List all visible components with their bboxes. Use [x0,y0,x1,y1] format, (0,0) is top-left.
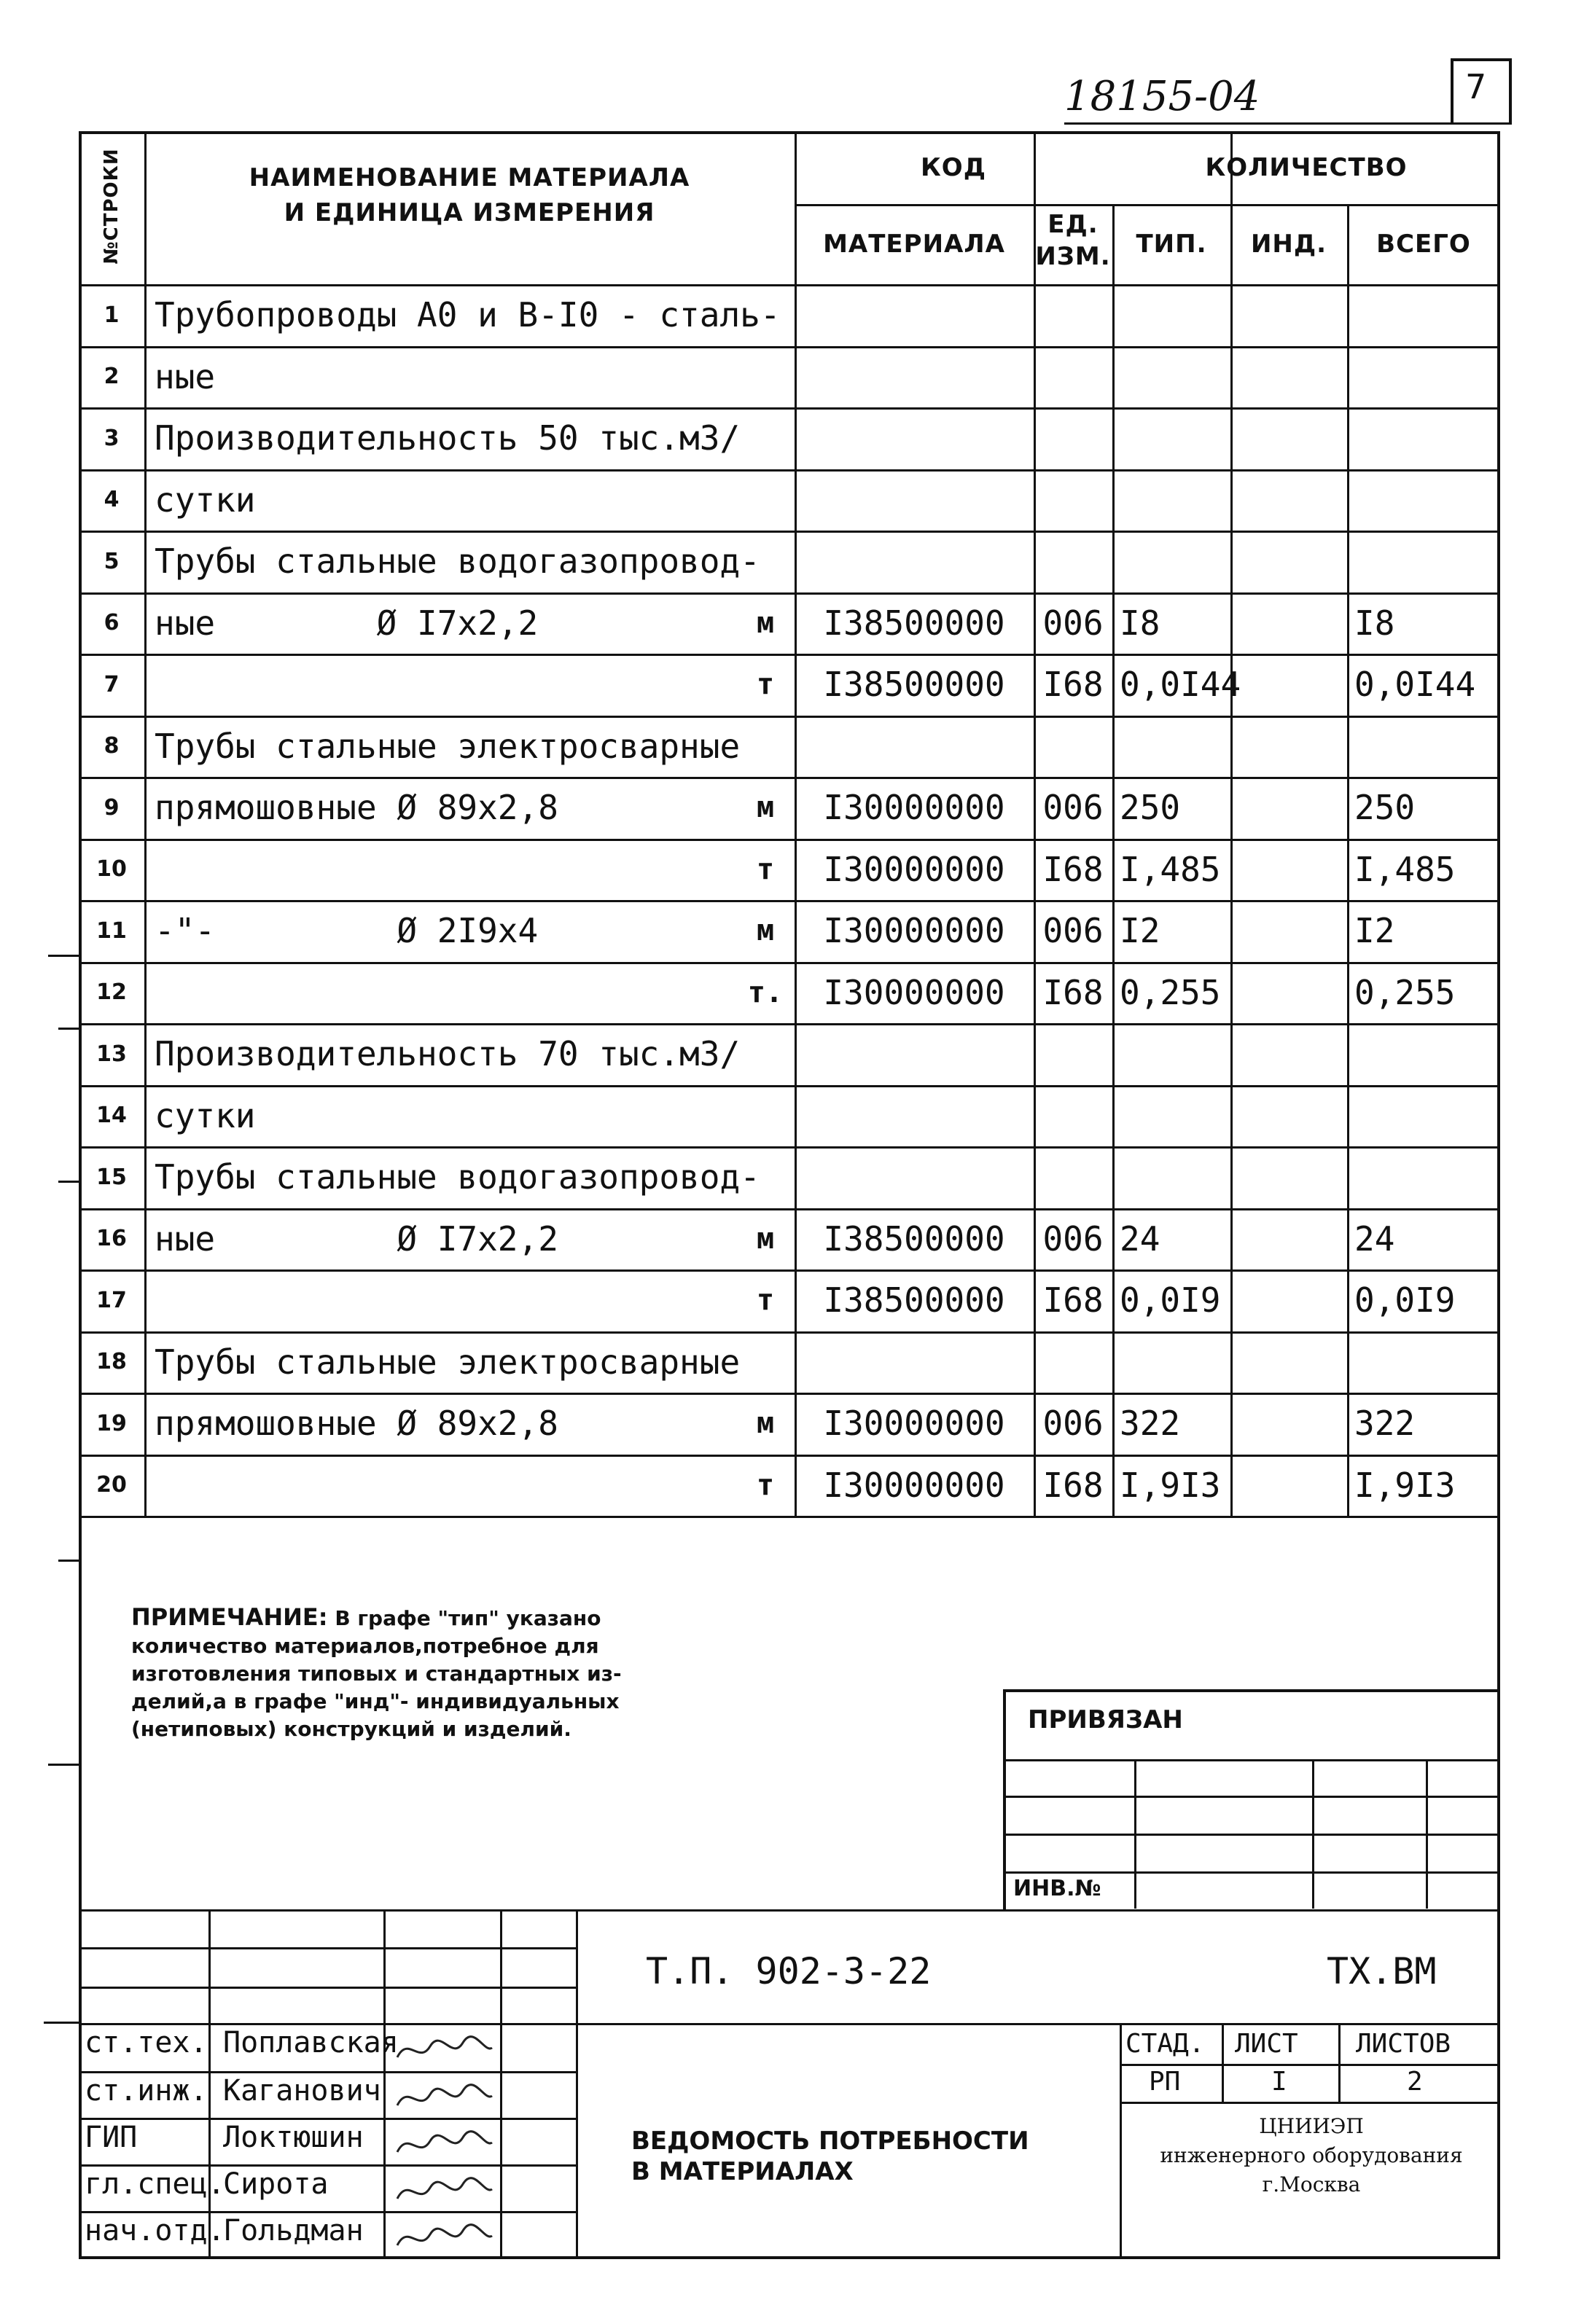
row-number: 13 [96,1041,127,1067]
measure-code [1034,469,1112,531]
material-code [795,407,1034,469]
qty-ind-value [1230,900,1354,962]
materials-table [79,131,1500,1516]
qty-total-value: 250 [1354,788,1416,828]
unit-of-measure: м [756,606,775,640]
qty-ind-value [1230,1085,1354,1147]
stage-label: СТАД. [1125,2029,1205,2059]
measure-code: 006 [1042,1218,1104,1259]
qty-total-value: 322 [1354,1404,1416,1444]
qty-ind-value [1230,1393,1354,1455]
qty-ind-value [1230,469,1354,531]
staff-name: Каганович [223,2074,381,2108]
qty-type-value [1112,1146,1238,1208]
material-code: I38500000 [823,1280,1005,1321]
qty-type-value [1112,346,1238,408]
staff-name: Поплавская [223,2026,399,2059]
qty-ind-value [1230,839,1354,901]
material-name [144,654,746,716]
privyazan-col-2 [1312,1759,1314,1909]
material-name: Трубы стальные водогазопровод- [155,541,760,582]
tb-row-5 [79,2118,576,2120]
measure-code [1034,1331,1112,1393]
note-title: ПРИМЕЧАНИЕ: [131,1603,328,1631]
margin-tick-5 [48,1764,79,1766]
qty-type-value: 0,0I44 [1120,665,1241,705]
material-code [795,1023,1034,1085]
measure-code: I68 [1042,972,1104,1012]
unit-of-measure [736,284,795,346]
tb-row-1 [79,1947,576,1949]
note-block [131,1603,787,1743]
material-code [795,469,1034,531]
measure-code: 006 [1042,788,1104,828]
qty-type-value: 24 [1120,1218,1160,1259]
row-number: 19 [96,1410,127,1436]
measure-code [1034,531,1112,592]
document-mark: ТХ.ВМ [1327,1950,1437,1992]
title-block-top [79,1909,1500,1912]
material-code [795,531,1034,592]
unit-of-measure [736,531,795,592]
material-code: I30000000 [823,1404,1005,1444]
privyazan-title: ПРИВЯЗАН [1028,1705,1183,1734]
row-number: 4 [104,487,120,513]
document-title-line-2: В МАТЕРИАЛАХ [631,2157,854,2186]
signature-scribble [394,2080,496,2119]
staff-role: ст.тех. [85,2026,208,2059]
row-number: 17 [96,1287,127,1313]
qty-ind-value [1230,777,1354,839]
qty-ind-value [1230,1023,1354,1085]
material-code [795,1085,1034,1147]
qty-total-value: I,485 [1354,849,1456,889]
qty-total-value [1347,1085,1507,1147]
qty-total-value: 24 [1354,1218,1395,1259]
measure-code: 006 [1042,911,1104,951]
qty-total-value: I8 [1354,603,1395,643]
material-name [144,1455,746,1517]
qty-ind-value [1230,962,1354,1024]
header-row-number: №СТРОКИ [101,148,122,265]
note-line-5: (нетиповых) конструкций и изделий. [131,1717,571,1741]
row-number: 8 [104,733,120,759]
tb-col-b [383,1909,386,2259]
qty-ind-value [1230,1269,1354,1331]
unit-of-measure [736,1023,795,1085]
row-number: 5 [104,548,120,574]
header-code-unit-1: ЕД. [1047,210,1099,239]
tb-col-d [576,1909,578,2259]
qty-type-value: 250 [1120,788,1181,828]
organization-name [1123,2112,1500,2199]
row-number: 18 [96,1349,127,1375]
material-name [144,962,746,1024]
qty-total-value [1347,1331,1507,1393]
staff-name: Локтюшин [223,2121,364,2154]
qty-ind-value [1230,1455,1354,1517]
row-number: 3 [104,425,120,451]
row-rule [79,1516,1500,1518]
tb-row-4 [79,2071,576,2073]
unit-of-measure: т [756,668,775,702]
privyazan-col-1 [1134,1759,1136,1909]
row-number: 15 [96,1164,127,1190]
margin-tick-4 [58,1560,79,1562]
stage-col-2 [1338,2023,1341,2103]
qty-type-value [1112,1331,1238,1393]
material-code [795,1146,1034,1208]
qty-ind-value [1230,592,1354,654]
qty-type-value: I2 [1120,911,1160,951]
signature-scribble [394,2220,496,2259]
header-code-material: МАТЕРИАЛА [823,230,1005,259]
material-name [144,839,746,901]
stage-col-1 [1222,2023,1224,2103]
margin-tick-6 [44,2022,79,2024]
privyazan-col-3 [1426,1759,1428,1909]
tb-row-7 [79,2211,576,2213]
staff-role: гл.спец. [85,2167,225,2201]
margin-tick-1 [48,955,79,957]
material-name: ные [155,356,216,396]
row-number: 10 [96,856,127,883]
unit-of-measure [736,346,795,408]
row-number: 2 [104,364,120,390]
material-name: ные Ø I7х2,2 [155,1218,558,1259]
qty-total-value: 0,255 [1354,972,1456,1012]
qty-total-value [1347,1023,1507,1085]
measure-code: I68 [1042,849,1104,889]
signature-scribble [394,2127,496,2166]
row-number: 14 [96,1103,127,1129]
measure-code [1034,346,1112,408]
qty-ind-value [1230,531,1354,592]
document-title-line-1: ВЕДОМОСТЬ ПОТРЕБНОСТИ [631,2127,1029,2156]
qty-type-value [1112,284,1238,346]
stage-row-1 [1120,2064,1500,2066]
top-rule [1064,122,1512,125]
sheet-value: I [1271,2067,1287,2097]
material-code: I38500000 [823,603,1005,643]
organization-line-3: г.Москва [1262,2172,1361,2196]
row-number: 9 [104,794,120,821]
unit-of-measure [736,1085,795,1147]
margin-tick-3 [58,1181,79,1183]
stage-value: РП [1149,2067,1181,2097]
note-line-1: В графе "тип" указано [335,1606,601,1630]
qty-ind-value [1230,1331,1354,1393]
material-name: Производительность 50 тыс.м3/ [155,418,741,458]
row-number: 11 [96,918,127,944]
staff-role: ГИП [85,2121,138,2154]
qty-ind-value [1230,284,1354,346]
qty-ind-value [1230,407,1354,469]
material-code: I38500000 [823,1218,1005,1259]
material-code [795,716,1034,778]
row-number: 16 [96,1226,127,1252]
material-code: I30000000 [823,849,1005,889]
unit-of-measure: т [756,852,775,886]
qty-type-value: 0,0I9 [1120,1280,1221,1321]
note-line-2: количество материалов,потребное для [131,1634,599,1658]
staff-name: Сирота [223,2167,329,2201]
header-code-unit-2: ИЗМ. [1035,242,1111,271]
signature-scribble [394,2173,496,2213]
material-name: Производительность 70 тыс.м3/ [155,1034,741,1074]
tb-row-3 [79,2023,1500,2025]
row-number: 7 [104,671,120,697]
header-name-line-1: НАИМЕНОВАНИЕ МАТЕРИАЛА [249,163,690,192]
unit-of-measure: м [756,914,775,948]
qty-total-value [1347,469,1507,531]
qty-total-value [1347,346,1507,408]
unit-of-measure [736,716,795,778]
unit-of-measure [736,1331,795,1393]
unit-of-measure: т [756,1283,775,1318]
material-name: Трубы стальные электросварные [155,726,741,766]
tb-col-a [208,1909,211,2259]
header-name-line-2: И ЕДИНИЦА ИЗМЕРЕНИЯ [284,198,655,227]
organization-line-2: инженерного оборудования [1160,2143,1463,2167]
qty-total-value: 0,0I9 [1354,1280,1456,1321]
qty-type-value: I,485 [1120,849,1221,889]
qty-type-value: I8 [1120,603,1160,643]
qty-total-value [1347,1146,1507,1208]
note-line-3: изготовления типовых и стандартных из- [131,1662,622,1686]
sheet-label: ЛИСТ [1235,2029,1298,2059]
measure-code [1034,1023,1112,1085]
qty-ind-value [1230,346,1354,408]
qty-total-value [1347,284,1507,346]
row-number: 1 [104,302,120,328]
qty-type-value [1112,407,1238,469]
staff-name: Гольдман [223,2214,364,2247]
unit-of-measure: м [756,1221,775,1256]
qty-total-value: I2 [1354,911,1395,951]
material-code: I30000000 [823,972,1005,1012]
measure-code [1034,284,1112,346]
organization-line-1: ЦНИИЭП [1259,2114,1364,2138]
margin-tick-2 [58,1028,79,1030]
header-qty-ind: ИНД. [1250,230,1327,259]
measure-code [1034,407,1112,469]
header-qty-total: ВСЕГО [1376,230,1471,259]
row-number: 6 [104,610,120,636]
material-name: прямошовные Ø 89х2,8 [155,1404,558,1444]
qty-type-value [1112,716,1238,778]
note-line-4: делий,а в графе "инд"- индивидуальных [131,1689,620,1713]
signature-scribble [394,2032,496,2071]
material-code [795,1331,1034,1393]
measure-code: 006 [1042,1404,1104,1444]
staff-role: ст.инж. [85,2074,208,2108]
document-number: 18155-04 [1064,73,1260,120]
tb-row-2 [79,1987,576,1989]
measure-code [1034,716,1112,778]
unit-of-measure [736,407,795,469]
qty-type-value: 0,255 [1120,972,1221,1012]
qty-ind-value [1230,1146,1354,1208]
qty-total-value [1347,407,1507,469]
stage-row-2 [1120,2102,1500,2104]
qty-ind-value [1230,716,1354,778]
material-name: прямошовные Ø 89х2,8 [155,788,558,828]
measure-code: I68 [1042,1465,1104,1505]
measure-code: I68 [1042,1280,1104,1321]
material-name: ные Ø I7х2,2 [155,603,539,643]
qty-total-value [1347,716,1507,778]
qty-type-value: I,9I3 [1120,1465,1221,1505]
qty-total-value: 0,0I44 [1354,665,1476,705]
material-name: -"- Ø 2I9х4 [155,911,539,951]
unit-of-measure: т [756,1468,775,1502]
material-code: I30000000 [823,1465,1005,1505]
header-quantity: КОЛИЧЕСТВО [1205,153,1408,182]
material-code [795,346,1034,408]
sheets-value: 2 [1407,2067,1423,2097]
staff-role: нач.отд. [85,2214,225,2247]
header-code: КОД [921,153,986,182]
qty-total-value: I,9I3 [1354,1465,1456,1505]
tb-row-6 [79,2164,576,2167]
measure-code: I68 [1042,665,1104,705]
material-name: Трубы стальные электросварные [155,1342,741,1382]
tb-col-c [500,1909,502,2259]
material-name: Трубопроводы А0 и В-I0 - сталь- [155,295,781,335]
material-code: I30000000 [823,911,1005,951]
material-code [795,284,1034,346]
unit-of-measure: т. [747,975,784,1009]
qty-ind-value [1230,654,1354,716]
project-number: Т.П. 902-3-22 [646,1950,932,1992]
material-name: Трубы стальные водогазопровод- [155,1157,760,1197]
row-number: 12 [96,979,127,1006]
unit-of-measure [736,1146,795,1208]
material-name: сутки [155,480,256,520]
measure-code: 006 [1042,603,1104,643]
header-qty-type: ТИП. [1136,230,1207,259]
sheets-label: ЛИСТОВ [1356,2029,1451,2059]
unit-of-measure: м [756,791,775,825]
material-name [144,1269,746,1331]
inventory-number-label: ИНВ.№ [1013,1876,1101,1901]
material-code: I30000000 [823,788,1005,828]
sheet-corner-number: 7 [1465,67,1487,106]
material-code: I38500000 [823,665,1005,705]
stage-block-left [1120,2023,1122,2259]
measure-code [1034,1085,1112,1147]
qty-type-value: 322 [1120,1404,1181,1444]
qty-total-value [1347,531,1507,592]
unit-of-measure: м [756,1406,775,1441]
qty-ind-value [1230,1208,1354,1270]
qty-type-value [1112,1023,1238,1085]
qty-type-value [1112,469,1238,531]
row-number: 20 [96,1472,127,1498]
unit-of-measure [736,469,795,531]
qty-type-value [1112,531,1238,592]
material-name: сутки [155,1095,256,1135]
measure-code [1034,1146,1112,1208]
qty-type-value [1112,1085,1238,1147]
